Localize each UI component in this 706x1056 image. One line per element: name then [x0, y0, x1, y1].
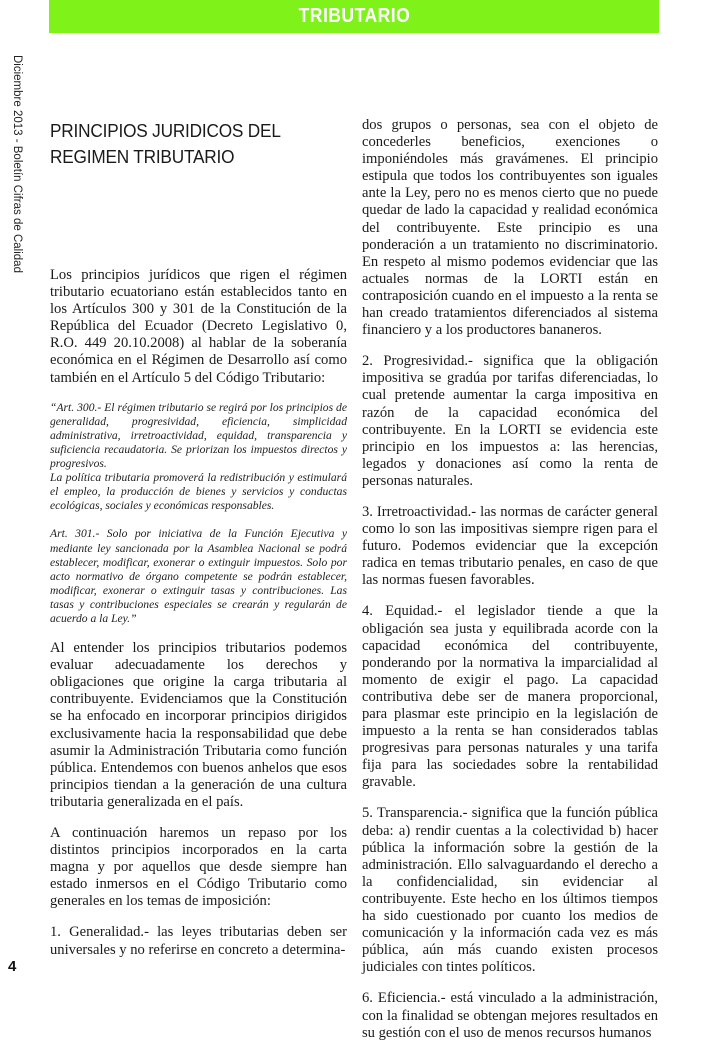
principle-1-continuation: dos grupos o personas, sea con el objeto de concederles beneficios, exenciones o imponiéndoles más gravámenes. El principio estipula que todos los contribuyentes son iguales ante la Ley, pero no es menos cierto que no puede quedar de lado la capacidad y realidad económica del contribuyente. Este principio es una ponderación a un tratamiento no discriminatorio. En respeto al mismo podemos evidenciar que las actuales normas de la LORTI están en contraposición cuando en el impuesto a la renta se han creado tratamientos diferenciados al sistema financiero y a los productores bananeros. [362, 117, 658, 339]
principle-1-generalidad: 1. Generalidad.- las leyes tributarias deben ser universales y no referirse en concreto a determina- [50, 924, 347, 958]
intro-paragraph: Los principios jurídicos que rigen el régimen tributario ecuatoriano están establecidos tanto en los Artículos 300 y 301 de la Constitución de la República del Ecuador (Decreto Legislativo 0, R.O. 449 20.10.2008) al hablar de la soberanía económica en el Régimen de Desarrollo así como también en el Artículo 5 del Código Tributario: [50, 267, 347, 386]
quote-art-300-p1: “Art. 300.- El régimen tributario se regirá por los principios de generalidad, progresividad, eficiencia, simplicidad administrativa, irretroactividad, equidad, transparencia y suficiencia recaudatoria. Se priorizan los impuestos directos y progresivos. [50, 400, 347, 471]
principle-5-transparencia: 5. Transparencia.- significa que la función pública deba: a) rendir cuentas a la colectividad b) hacer pública la información sobre la gestión de la administración. Ello salvaguardando el derecho a la confidencialidad, sin evidenciar al contribuyente. Este hecho en los últimos tiempos ha sido cuestionado por cuanto los medios de comunicación y la información cada vez es más pública, aún más cuando existen procesos judiciales con tintes políticos. [362, 805, 658, 976]
quote-art-300-p2: La política tributaria promoverá la redistribución y estimulará el empleo, la producción de bienes y servicios y conductas ecológicas, sociales y económicas responsables. [50, 471, 347, 513]
page-number: 4 [8, 958, 17, 975]
principle-6-eficiencia: 6. Eficiencia.- está vinculado a la administración, con la finalidad se obtengan mejores resultados en su gestión con el uso de menos recursos humanos [362, 990, 658, 1041]
right-column [362, 117, 658, 1056]
article-title: PRINCIPIOS JURIDICOS DEL REGIMEN TRIBUTARIO [50, 120, 281, 167]
quote-art-301-text: Art. 301.- Solo por iniciativa de la Función Ejecutiva y mediante ley sancionada por la Asamblea Nacional se podrá establecer, modificar, exonerar o extinguir impuestos. Solo por acto normativo de órgano competente se podrán establecer, modificar, exonerar o extinguir tasas y contribuciones. Las tasas y contribuciones especiales se crearán y regularán de acuerdo a la Ley.” [50, 527, 347, 625]
section-title: TRIBUTARIO [298, 5, 410, 27]
quote-art-300 [50, 401, 347, 514]
section-header-bar [49, 0, 659, 33]
paragraph-review-intro: A continuación haremos un repaso por los distintos principios incorporados en la carta magna y por aquellos que desde siempre han estado inmersos en el Código Tributario como generales en los temas de imposición: [50, 825, 347, 910]
principle-3-irretroactividad: 3. Irretroactividad.- las normas de carácter general como lo son las impositivas siempre rigen para el futuro. Podemos evidenciar que la excepción radica en temas tributario penales, en caso de que las normas fuesen favorables. [362, 503, 658, 589]
paragraph-principles-evaluation: Al entender los principios tributarios podemos evaluar adecuadamente los derechos y obligaciones que origine la carga tributaria al contribuyente. Evidenciamos que la Constitución se ha enfocado en incorporar principios dirigidos exclusivamente hacia la responsabilidad que debe asumir la Administración Tributaria como función pública. Entendemos con buenos anhelos que esos principios tiendan a la generación de una cultura tributaria generalizada en el país. [50, 640, 347, 810]
left-column [50, 267, 347, 973]
principle-4-equidad: 4. Equidad.- el legislador tiende a que la obligación sea justa y equilibrada acorde con la capacidad económica del contribuyente, ponderando por la normativa la imparcialidad al momento de exigir el pago. La capacidad contributiva debe ser de manera proporcional, para plasmar este principio en la legislación de impuesto a la renta se han considerados tablas progresivas para personas naturales y una tarifa fija para las sociedades sobre la rentabilidad gravable. [362, 603, 658, 791]
quote-art-301 [50, 527, 347, 626]
issue-side-label: Diciembre 2013 - Boletín Cifras de Calidad [11, 55, 23, 273]
principle-2-progresividad: 2. Progresividad.- significa que la obligación impositiva se gradúa por tarifas diferenciadas, lo cual pretende aumentar la carga impositiva en razón de la capacidad económica del contribuyente. En la LORTI se evidencia este principio en los impuestos a: las herencias, legados y donaciones así como la renta de personas naturales. [362, 353, 658, 489]
